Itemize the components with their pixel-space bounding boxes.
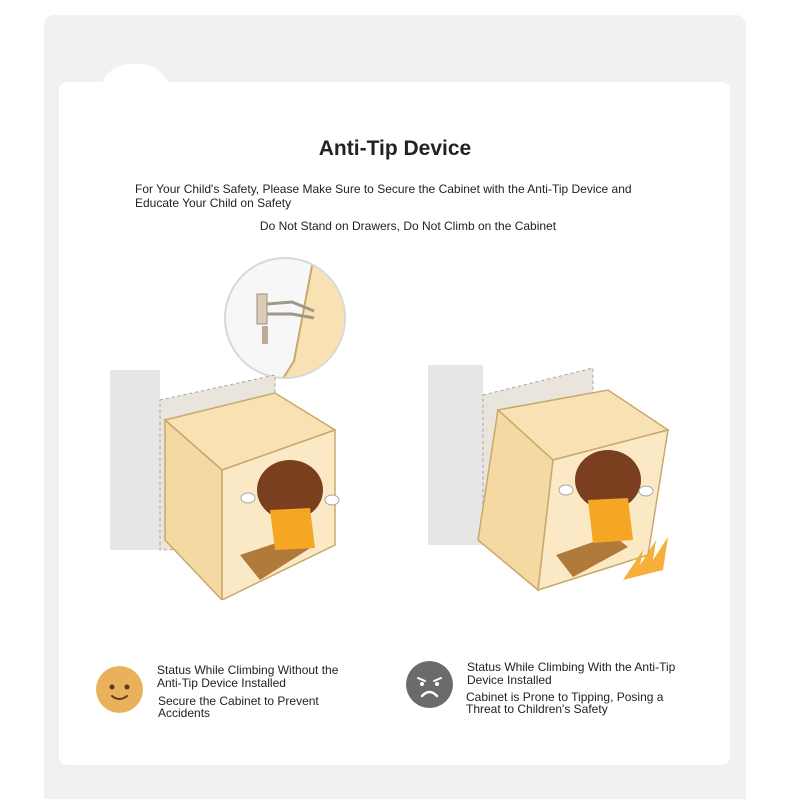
left-status-description: Secure the Cabinet to Prevent Accidents (158, 694, 319, 720)
anti-tip-device-detail-illustration (222, 256, 348, 380)
right-status-title: Status While Climbing With the Anti-Tip Device Installed (467, 660, 676, 687)
tipping-cabinet-illustration (428, 365, 673, 595)
page-title: Anti-Tip Device (318, 137, 472, 160)
secured-cabinet-illustration (110, 370, 350, 600)
warning-text: Do Not Stand on Drawers, Do Not Climb on the Cabinet (259, 219, 557, 233)
sad-face-icon (406, 661, 453, 708)
right-status-description: Cabinet is Prone to Tipping, Posing a Threat to Children's Safety (466, 690, 664, 716)
safety-subtitle: For Your Child's Safety, Please Make Sure to Secure the Cabinet with the Anti-Tip Device and Educate Your Child on Safety (135, 182, 632, 210)
left-status-title: Status While Climbing Without the Anti-Tip Device Installed (157, 663, 339, 690)
happy-face-icon (96, 666, 143, 713)
